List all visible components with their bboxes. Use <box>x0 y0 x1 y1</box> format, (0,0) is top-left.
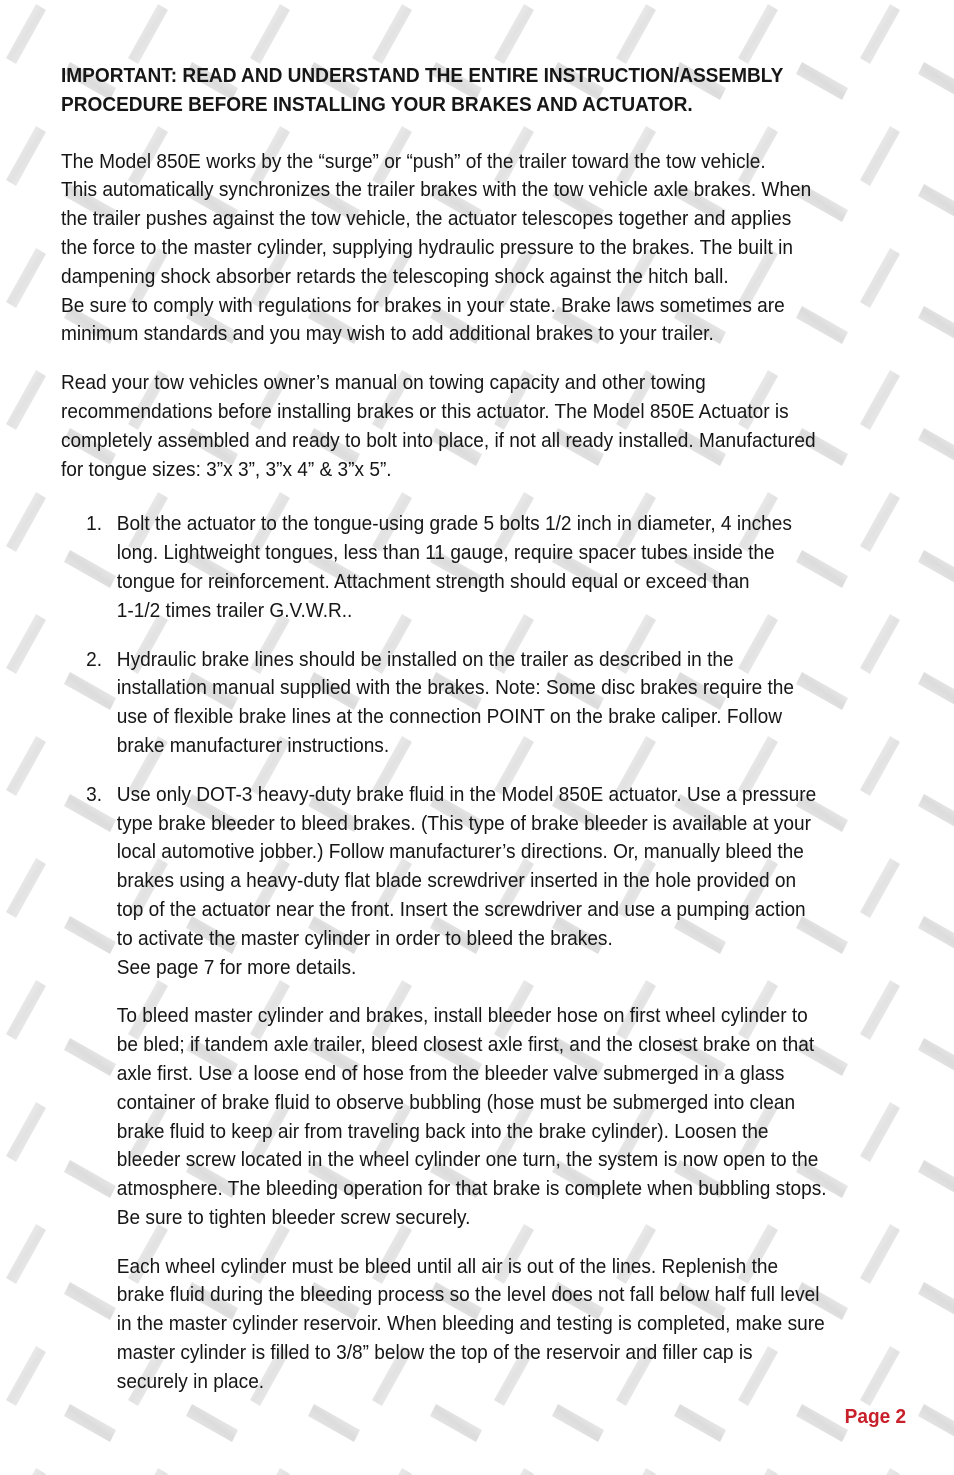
text-line: 1-1/2 times trailer G.V.W.R.. <box>116 598 353 622</box>
reservoir-paragraph <box>117 1253 909 1397</box>
step-paragraph <box>117 781 909 983</box>
text-line: Each wheel cylinder must be bleed until all air is out of the lines. Replenish the <box>116 1254 779 1278</box>
text-line: To bleed master cylinder and brakes, install bleeder hose on first wheel cylinder to <box>116 1004 808 1028</box>
text-line: securely in place. <box>116 1369 265 1393</box>
page-number: Page 2 <box>844 1405 906 1428</box>
intro-paragraph <box>61 148 909 350</box>
text-line: use of flexible brake lines at the connection POINT on the brake caliper. Follow <box>116 705 782 729</box>
step-number: 1. <box>86 512 103 536</box>
text-line: The Model 850E works by the “surge” or “push” of the trailer toward the tow vehicle. <box>61 149 766 173</box>
text-line: minimum standards and you may wish to add additional brakes to your trailer. <box>61 322 714 346</box>
text-line: for tongue sizes: 3”x 3”, 3”x 4” & 3”x 5”. <box>61 457 392 481</box>
step-number: 3. <box>86 782 103 806</box>
step-2 <box>61 646 909 761</box>
text-line: be bled; if tandem axle trailer, bleed closest axle first, and the closest brake on that <box>116 1033 815 1057</box>
text-line: brake fluid during the bleeding process so the level does not fall below half full level <box>116 1283 820 1307</box>
text-line: recommendations before installing brakes or this actuator. The Model 850E Actuator is <box>61 399 789 423</box>
text-line: type brake bleeder to bleed brakes. (This type of brake bleeder is available at your <box>116 811 811 835</box>
text-line: completely assembled and ready to bolt into place, if not all ready installed. Manufactured <box>61 428 816 452</box>
text-line: Read your tow vehicles owner’s manual on towing capacity and other towing <box>61 371 706 395</box>
step-3 <box>61 781 909 1397</box>
bleeding-paragraph <box>117 1002 909 1232</box>
important-notice <box>61 62 909 120</box>
text-line: See page 7 for more details. <box>116 955 357 979</box>
text-line: to activate the master cylinder in order to bleed the brakes. <box>116 926 613 950</box>
step-number: 2. <box>86 647 103 671</box>
text-line: brake manufacturer instructions. <box>116 733 390 757</box>
text-line: the trailer pushes against the tow vehicle, the actuator telescopes together and applies <box>61 207 792 231</box>
text-line: This automatically synchronizes the trailer brakes with the tow vehicle axle brakes. When <box>61 178 812 202</box>
text-line: the force to the master cylinder, supplying hydraulic pressure to the brakes. The built in <box>61 235 793 259</box>
text-line: Use only DOT-3 heavy-duty brake fluid in the Model 850E actuator. Use a pressure <box>116 782 817 806</box>
text-line: brake fluid to keep air from traveling back into the brake cylinder). Loosen the <box>116 1119 769 1143</box>
text-line: installation manual supplied with the brakes. Note: Some disc brakes require the <box>116 676 794 700</box>
text-line: Be sure to tighten bleeder screw securely. <box>116 1205 471 1229</box>
text-line: long. Lightweight tongues, less than 11 gauge, require spacer tubes inside the <box>116 541 775 565</box>
text-line: dampening shock absorber retards the telescoping shock against the hitch ball. <box>61 264 729 288</box>
important-notice-line: IMPORTANT: READ AND UNDERSTAND THE ENTIRE INSTRUCTION/ASSEMBLY <box>61 64 784 87</box>
read-manual-paragraph <box>61 369 909 484</box>
document-body <box>61 62 909 1417</box>
text-line: brakes using a heavy-duty flat blade screwdriver inserted in the hole provided on <box>116 869 797 893</box>
text-line: in the master cylinder reservoir. When bleeding and testing is completed, make sure <box>116 1312 825 1336</box>
text-line: Hydraulic brake lines should be installed on the trailer as described in the <box>116 647 734 671</box>
text-line: tongue for reinforcement. Attachment strength should equal or exceed than <box>116 569 750 593</box>
text-line: master cylinder is filled to 3/8” below the top of the reservoir and filler cap is <box>116 1341 753 1365</box>
text-line: atmosphere. The bleeding operation for that brake is complete when bubbling stops. <box>116 1177 827 1201</box>
text-line: bleeder screw located in the wheel cylinder one turn, the system is now open to the <box>116 1148 819 1172</box>
step-paragraph <box>117 646 909 761</box>
installation-steps <box>61 510 909 1396</box>
text-line: axle first. Use a loose end of hose from the bleeder valve submerged in a glass <box>116 1061 785 1085</box>
step-paragraph <box>117 510 909 625</box>
step-1 <box>61 510 909 625</box>
text-line: top of the actuator near the front. Insert the screwdriver and use a pumping action <box>116 897 806 921</box>
text-line: container of brake fluid to observe bubbling (hose must be submerged into clean <box>116 1090 796 1114</box>
text-line: Bolt the actuator to the tongue-using grade 5 bolts 1/2 inch in diameter, 4 inches <box>116 512 792 536</box>
text-line: local automotive jobber.) Follow manufacturer’s directions. Or, manually bleed the <box>116 840 804 864</box>
text-line: Be sure to comply with regulations for brakes in your state. Brake laws sometimes are <box>61 293 785 317</box>
important-notice-line: PROCEDURE BEFORE INSTALLING YOUR BRAKES AND ACTUATOR. <box>61 92 693 116</box>
